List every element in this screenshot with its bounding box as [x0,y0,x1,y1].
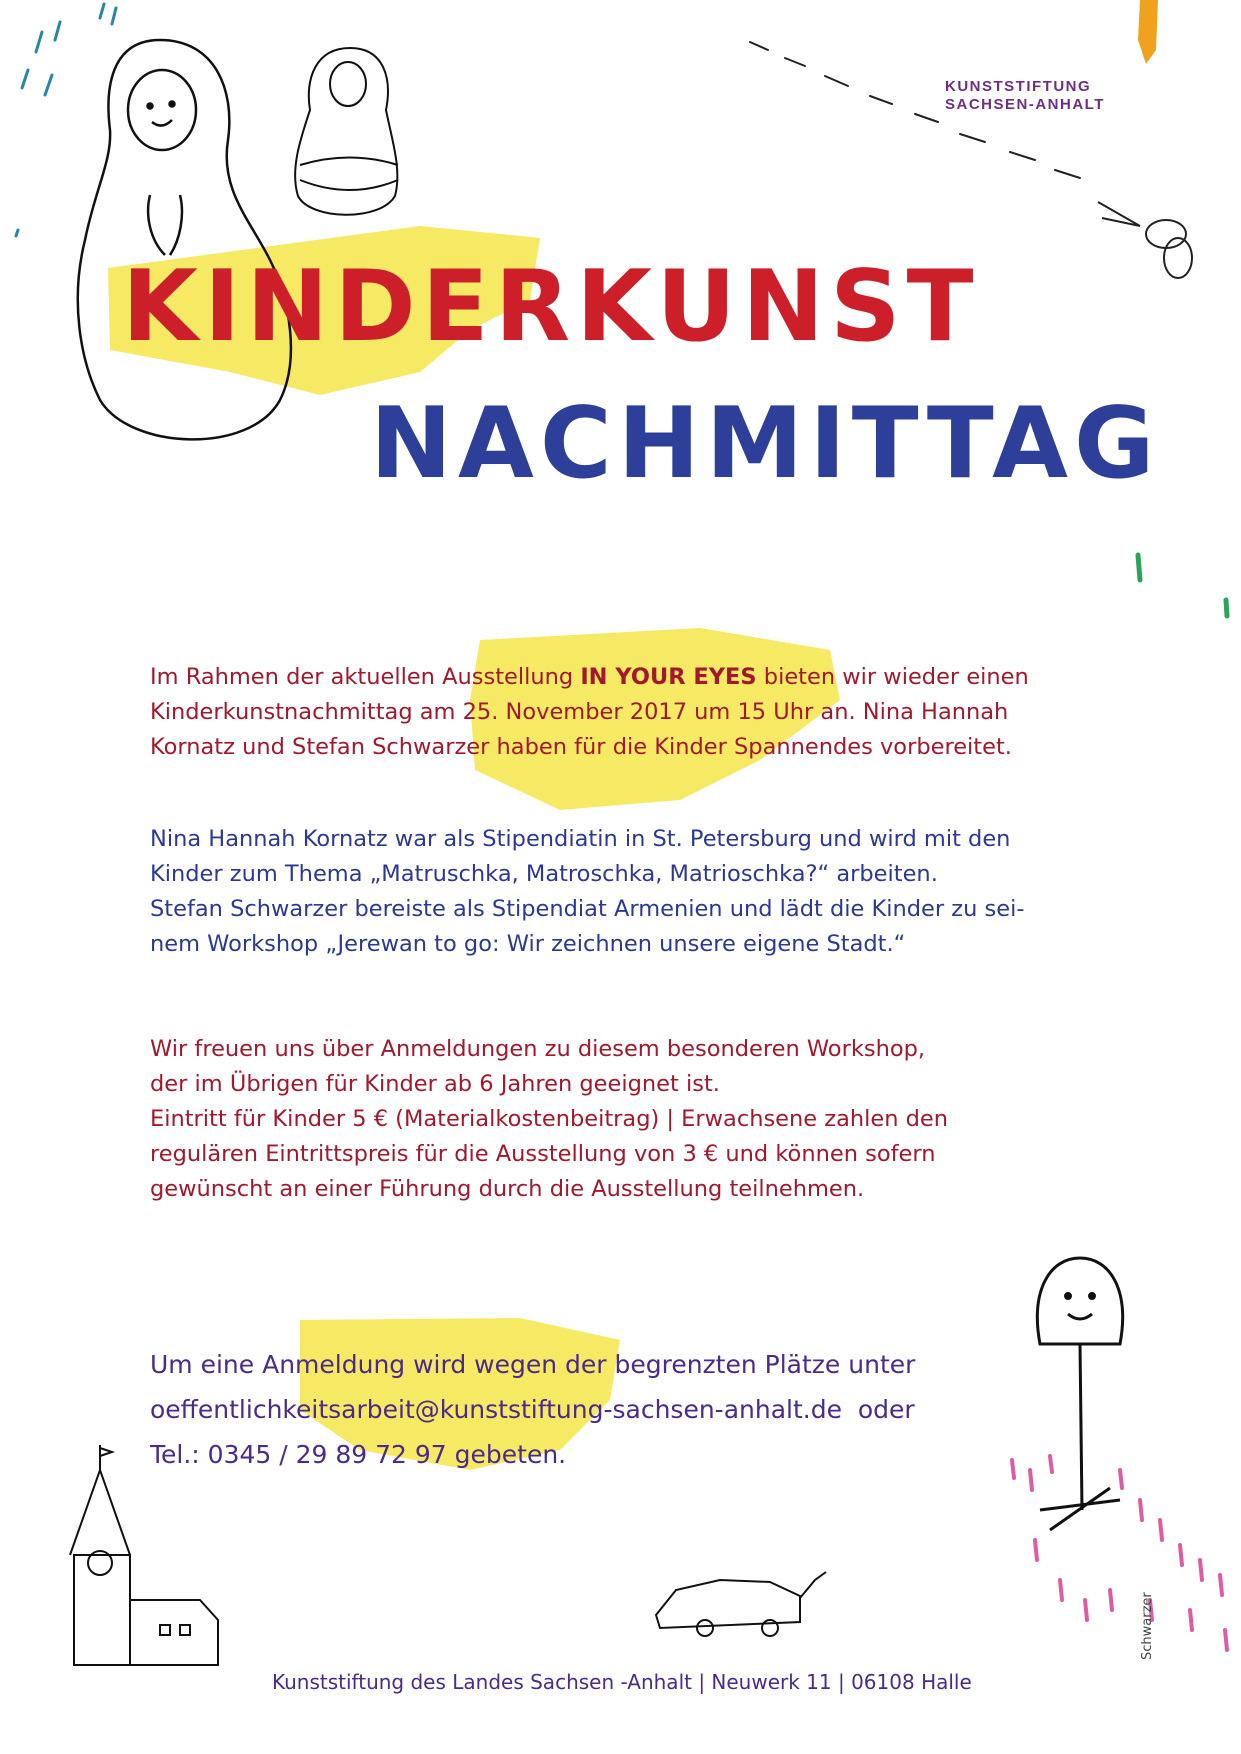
workshops-line-2: Kinder zum Thema „Matruschka, Matroschka, Matrioschka?“ arbeiten. [150,861,938,887]
matryoshka-small-drawing [295,48,398,215]
intro-line-1-pre: Im Rahmen der aktuellen Ausstellung [150,664,581,690]
workshops-line-1: Nina Hannah Kornatz war als Stipendiatin in St. Petersburg und wird mit den [150,826,1011,852]
title-line-2: NACHMITTAG [370,387,1161,501]
registration-line-1: Um eine Anmeldung wird wegen der begrenzten Plätze unter [150,1350,916,1379]
intro-paragraph [150,660,1110,765]
workshops-line-3: Stefan Schwarzer bereiste als Stipendiat Armenien und lädt die Kinder zu sei- [150,896,1025,922]
pink-dashes [1012,1456,1227,1650]
info-line-5: gewünscht an einer Führung durch die Ausstellung teilnehmen. [150,1176,865,1202]
orange-crayon-mark [1138,0,1158,64]
scissors-drawing [1098,202,1192,278]
exhibition-name: IN YOUR EYES [580,664,757,690]
matryoshka-large-drawing [78,40,291,439]
email-link[interactable]: oeffentlichkeitsarbeit@kunststiftung-sachsen-anhalt.de [150,1395,842,1424]
info-line-1: Wir freuen uns über Anmeldungen zu diesem besonderen Workshop, [150,1036,926,1062]
footer-address: Kunststiftung des Landes Sachsen -Anhalt | Neuwerk 11 | 06108 Halle [272,1670,972,1694]
rain-dashes [16,4,116,236]
car-drawing [656,1572,826,1636]
workshops-line-4: nem Workshop „Jerewan to go: Wir zeichnen unsere eigene Stadt.“ [150,931,906,957]
info-paragraph [150,1032,1110,1207]
registration-line-2-post: oder [841,1395,915,1424]
intro-line-1-post: bieten wir wieder einen [756,664,1029,690]
registration-line-3: Tel.: 0345 / 29 89 72 97 gebeten. [150,1440,567,1469]
logo-line-2: SACHSEN-ANHALT [945,96,1105,113]
info-line-2: der im Übrigen für Kinder ab 6 Jahren geeignet ist. [150,1071,720,1097]
title-line-1: KINDERKUNST [122,250,980,364]
intro-line-3: Kornatz und Stefan Schwarzer haben für die Kinder Spannendes vorbereitet. [150,734,1012,760]
logo-line-1: KUNSTSTIFTUNG [945,78,1092,95]
workshops-paragraph [150,822,1110,962]
info-line-3: Eintritt für Kinder 5 € (Materialkostenbeitrag) | Erwachsene zahlen den [150,1106,949,1132]
info-line-4: regulären Eintrittspreis für die Ausstellung von 3 € und können sofern [150,1141,936,1167]
intro-line-1 [150,660,1110,695]
artist-signature: Schwarzer [1140,1592,1155,1660]
registration-line-2 [150,1387,1110,1432]
green-marks [1138,555,1227,616]
registration-paragraph [150,1342,1110,1477]
intro-line-2: Kinderkunstnachmittag am 25. November 2017 um 15 Uhr an. Nina Hannah [150,699,1009,725]
church-drawing [70,1445,218,1665]
foundation-logo [945,78,1105,114]
